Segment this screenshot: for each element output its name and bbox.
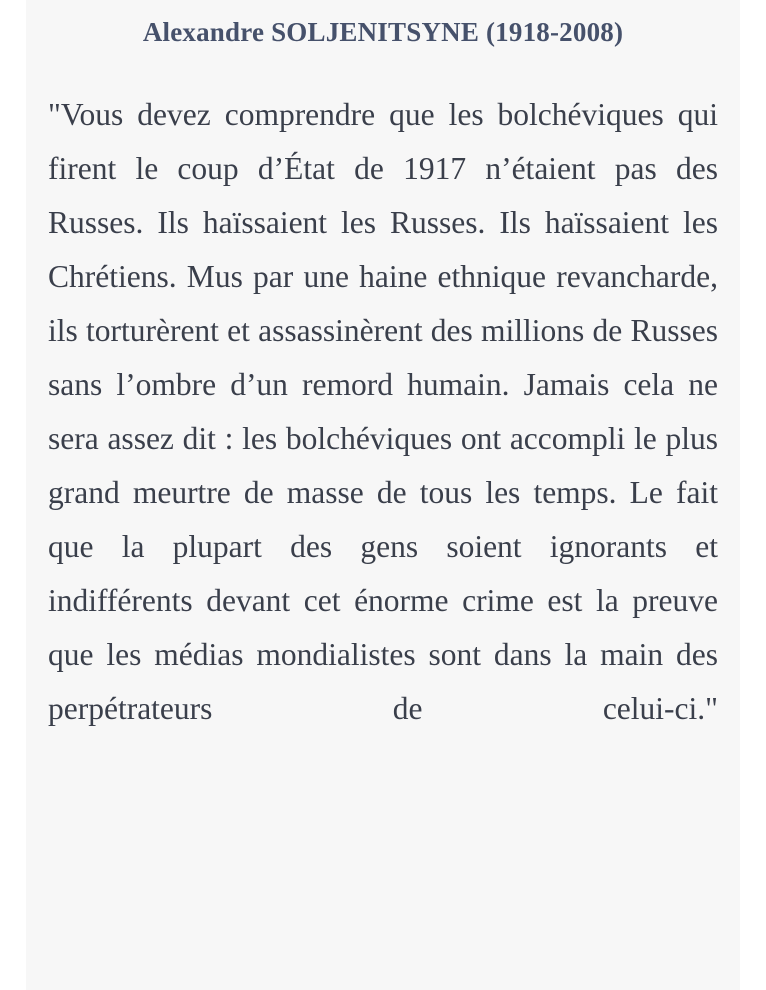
- document-content: [26, 0, 740, 990]
- quote-text: "Vous devez comprendre que les bolchéviques qui firent le coup d’État de 1917 n’étaient pas des Russes. Ils haïssaient les Russes. Ils haïssaient les Chrétiens. Mus par une haine ethnique revancharde, ils torturèrent et assassinèrent des millions de Russes sans l’ombre d’un remord humain. Jamais cela ne sera assez dit : les bolchéviques ont accompli le plus grand meurtre de masse de tous les temps. Le fait que la plupart des gens soient ignorants et indifférents devant cet énorme crime est la preuve que les médias mondialistes sont dans la main des perpétrateurs de celui-ci.": [48, 96, 718, 726]
- right-margin: [740, 0, 766, 990]
- left-margin: [0, 0, 26, 990]
- page-title: Alexandre SOLJENITSYNE (1918-2008): [142, 17, 624, 47]
